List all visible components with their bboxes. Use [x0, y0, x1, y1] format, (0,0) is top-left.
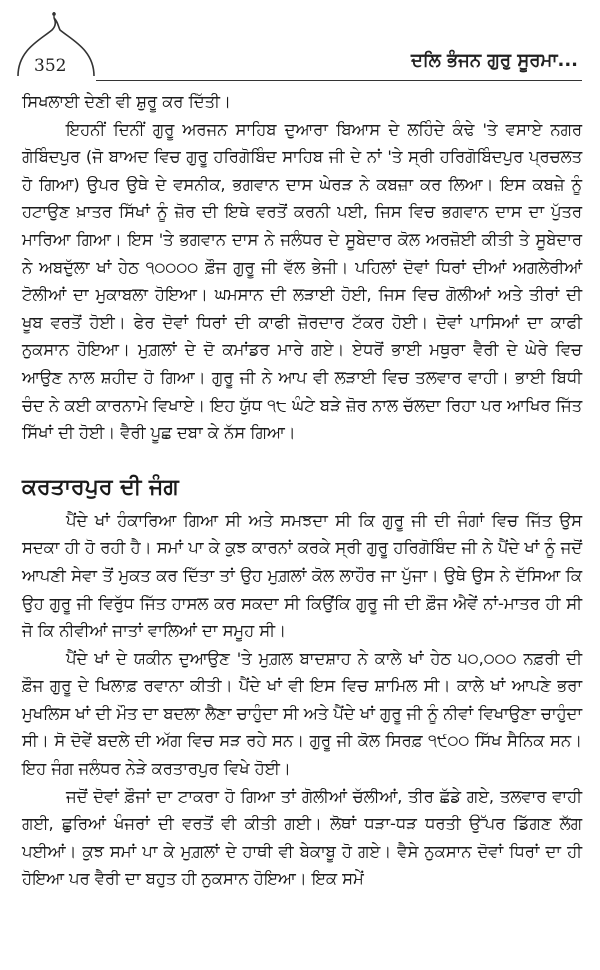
- paragraph-kale-khan: ਪੈਂਦੇ ਖਾਂ ਦੇ ਯਕੀਨ ਦੁਆਉਣ 'ਤੇ ਮੁਗ਼ਲ ਬਾਦਸ਼ਾਹ ਨੇ ਕਾਲੇ ਖਾਂ ਹੇਠ ੫੦,੦੦੦ ਨਫ਼ਰੀ ਦੀ ਫ਼ੌਜ ਗੁਰੂ ਦੇ ਖਿਲਾਫ਼ ਰਵਾਨਾ ਕੀਤੀ। ਪੈਂਦੇ ਖਾਂ ਵੀ ਇਸ ਵਿਚ ਸ਼ਾਮਿਲ ਸੀ। ਕਾਲੇ ਖਾਂ ਆਪਣੇ ਭਰਾ ਮੁਖਲਿਸ ਖਾਂ ਦੀ ਮੌਤ ਦਾ ਬਦਲਾ ਲੈਣਾ ਚਾਹੁੰਦਾ ਸੀ ਅਤੇ ਪੈਂਦੇ ਖਾਂ ਗੁਰੂ ਜੀ ਨੂੰ ਨੀਵਾਂ ਵਿਖਾਉਣਾ ਚਾਹੁੰਦਾ ਸੀ। ਸੋ ਦੋਵੇਂ ਬਦਲੇ ਦੀ ਅੱਗ ਵਿਚ ਸੜ ਰਹੇ ਸਨ। ਗੁਰੂ ਜੀ ਕੋਲ ਸਿਰਫ਼ ੧੯੦੦ ਸਿੱਖ ਸੈਨਿਕ ਸਨ। ਇਹ ਜੰਗ ਜਲੰਧਰ ਨੇੜੇ ਕਰਤਾਰਪੁਰ ਵਿਖੇ ਹੋਈ।: [22, 648, 582, 779]
- running-title: ਦਲਿ ਭੰਜਨ ਗੁਰੁ ਸੂਰਮਾ...: [410, 50, 578, 71]
- paragraph-gobindpur: ਇਹਨੀਂ ਦਿਨੀਂ ਗੁਰੂ ਅਰਜਨ ਸਾਹਿਬ ਦੁਆਰਾ ਬਿਆਸ ਦੇ ਲਹਿੰਦੇ ਕੰਢੇ 'ਤੇ ਵਸਾਏ ਨਗਰ ਗੋਬਿੰਦਪੁਰ (ਜੋ ਬਾਅਦ ਵਿਚ ਗੁਰੂ ਹਰਿਗੋਬਿੰਦ ਸਾਹਿਬ ਜੀ ਦੇ ਨਾਂ 'ਤੇ ਸ੍ਰੀ ਹਰਿਗੋਬਿੰਦਪੁਰ ਪ੍ਰਚਲਤ ਹੋ ਗਿਆ) ਉਪਰ ਉਥੇ ਦੇ ਵਸਨੀਕ, ਭਗਵਾਨ ਦਾਸ ਘੇਰੜ ਨੇ ਕਬਜ਼ਾ ਕਰ ਲਿਆ। ਇਸ ਕਬਜ਼ੇ ਨੂੰ ਹਟਾਉਣ ਖ਼ਾਤਰ ਸਿੱਖਾਂ ਨੂੰ ਜ਼ੋਰ ਦੀ ਇਥੇ ਵਰਤੋਂ ਕਰਨੀ ਪਈ, ਜਿਸ ਵਿਚ ਭਗਵਾਨ ਦਾਸ ਦਾ ਪੁੱਤਰ ਮਾਰਿਆ ਗਿਆ। ਇਸ 'ਤੇ ਭਗਵਾਨ ਦਾਸ ਨੇ ਜਲੰਧਰ ਦੇ ਸੂਬੇਦਾਰ ਕੋਲ ਅਰਜ਼ੋਈ ਕੀਤੀ ਤੇ ਸੂਬੇਦਾਰ ਨੇ ਅਬਦੁੱਲਾ ਖਾਂ ਹੇਠ ੧੦੦੦੦ ਫ਼ੌਜ ਗੁਰੂ ਜੀ ਵੱਲ ਭੇਜੀ। ਪਹਿਲਾਂ ਦੋਵਾਂ ਧਿਰਾਂ ਦੀਆਂ ਅਗਲੇਰੀਆਂ ਟੋਲੀਆਂ ਦਾ ਮੁਕਾਬਲਾ ਹੋਇਆ। ਘਮਸਾਨ ਦੀ ਲੜਾਈ ਹੋਈ, ਜਿਸ ਵਿਚ ਗੋਲੀਆਂ ਅਤੇ ਤੀਰਾਂ ਦੀ ਖੂਬ ਵਰਤੋਂ ਹੋਈ। ਫੇਰ ਦੋਵਾਂ ਧਿਰਾਂ ਦੀ ਕਾਫੀ ਜ਼ੋਰਦਾਰ ਟੱਕਰ ਹੋਈ। ਦੋਵਾਂ ਪਾਸਿਆਂ ਦਾ ਕਾਫੀ ਨੁਕਸਾਨ ਹੋਇਆ। ਮੁਗ਼ਲਾਂ ਦੇ ਦੋ ਕਮਾਂਡਰ ਮਾਰੇ ਗਏ। ਏਧਰੋਂ ਭਾਈ ਮਥੁਰਾ ਵੈਰੀ ਦੇ ਘੇਰੇ ਵਿਚ ਆਉਣ ਨਾਲ ਸ਼ਹੀਦ ਹੋ ਗਿਆ। ਗੁਰੂ ਜੀ ਨੇ ਆਪ ਵੀ ਲੜਾਈ ਵਿਚ ਤਲਵਾਰ ਵਾਹੀ। ਭਾਈ ਬਿਧੀ ਚੰਦ ਨੇ ਕਈ ਕਾਰਨਾਮੇ ਵਿਖਾਏ। ਇਹ ਯੁੱਧ ੧੮ ਘੰਟੇ ਬੜੇ ਜ਼ੋਰ ਨਾਲ ਚੱਲਦਾ ਰਿਹਾ ਪਰ ਆਖਿਰ ਜਿੱਤ ਸਿੱਖਾਂ ਦੀ ਹੋਈ। ਵੈਰੀ ਪੂਛ ਦਬਾ ਕੇ ਨੱਸ ਗਿਆ।: [22, 119, 582, 443]
- paragraph-painde-khan: ਪੈਂਦੇ ਖਾਂ ਹੰਕਾਰਿਆ ਗਿਆ ਸੀ ਅਤੇ ਸਮਝਦਾ ਸੀ ਕਿ ਗੁਰੂ ਜੀ ਦੀ ਜੰਗਾਂ ਵਿਚ ਜਿੱਤ ਉਸ ਸਦਕਾ ਹੀ ਹੋ ਰਹੀ ਹੈ। ਸਮਾਂ ਪਾ ਕੇ ਕੁਝ ਕਾਰਨਾਂ ਕਰਕੇ ਸ੍ਰੀ ਗੁਰੂ ਹਰਿਗੋਬਿੰਦ ਜੀ ਨੇ ਪੈਂਦੇ ਖਾਂ ਨੂੰ ਜਦੋਂ ਆਪਣੀ ਸੇਵਾ ਤੋਂ ਮੁਕਤ ਕਰ ਦਿੱਤਾ ਤਾਂ ਉਹ ਮੁਗ਼ਲਾਂ ਕੋਲ ਲਾਹੌਰ ਜਾ ਪੁੱਜਾ। ਉਥੇ ਉਸ ਨੇ ਦੱਸਿਆ ਕਿ ਉਹ ਗੁਰੂ ਜੀ ਵਿਰੁੱਧ ਜਿੱਤ ਹਾਸਲ ਕਰ ਸਕਦਾ ਸੀ ਕਿਉਂਕਿ ਗੁਰੂ ਜੀ ਦੀ ਫ਼ੌਜ ਐਵੇਂ ਨਾਂ-ਮਾਤਰ ਹੀ ਸੀ ਜੋ ਕਿ ਨੀਵੀਆਂ ਜਾਤਾਂ ਵਾਲਿਆਂ ਦਾ ਸਮੂਹ ਸੀ।: [22, 510, 582, 641]
- section-heading: ਕਰਤਾਰਪੁਰ ਦੀ ਜੰਗ: [22, 474, 179, 500]
- page-header: [0, 0, 600, 86]
- header-rule: [96, 80, 582, 81]
- page-number: 352: [34, 56, 67, 76]
- paragraph-continued: ਸਿਖਲਾਈ ਦੇਣੀ ਵੀ ਸ਼ੁਰੂ ਕਰ ਦਿੱਤੀ।: [22, 92, 231, 111]
- paragraph-battle: ਜਦੋਂ ਦੋਵਾਂ ਫ਼ੌਜਾਂ ਦਾ ਟਾਕਰਾ ਹੋ ਗਿਆ ਤਾਂ ਗੋਲੀਆਂ ਚੱਲੀਆਂ, ਤੀਰ ਛੱਡੇ ਗਏ, ਤਲਵਾਰ ਵਾਹੀ ਗਈ, ਛੁਰਿਆਂ ਖੰਜਰਾਂ ਦੀ ਵਰਤੋਂ ਵੀ ਕੀਤੀ ਗਈ। ਲੋਥਾਂ ਧੜਾ-ਧੜ ਧਰਤੀ ਉੱਪਰ ਡਿੱਗਣ ਲੱਗ ਪਈਆਂ। ਕੁਝ ਸਮਾਂ ਪਾ ਕੇ ਮੁਗ਼ਲਾਂ ਦੇ ਹਾਥੀ ਵੀ ਬੇਕਾਬੂ ਹੋ ਗਏ। ਵੈਸੇ ਨੁਕਸਾਨ ਦੋਵਾਂ ਧਿਰਾਂ ਦਾ ਹੀ ਹੋਇਆ ਪਰ ਵੈਰੀ ਦਾ ਬਹੁਤ ਹੀ ਨੁਕਸਾਨ ਹੋਇਆ। ਇਕ ਸਮੇਂ: [22, 786, 582, 889]
- page-body: [22, 88, 582, 893]
